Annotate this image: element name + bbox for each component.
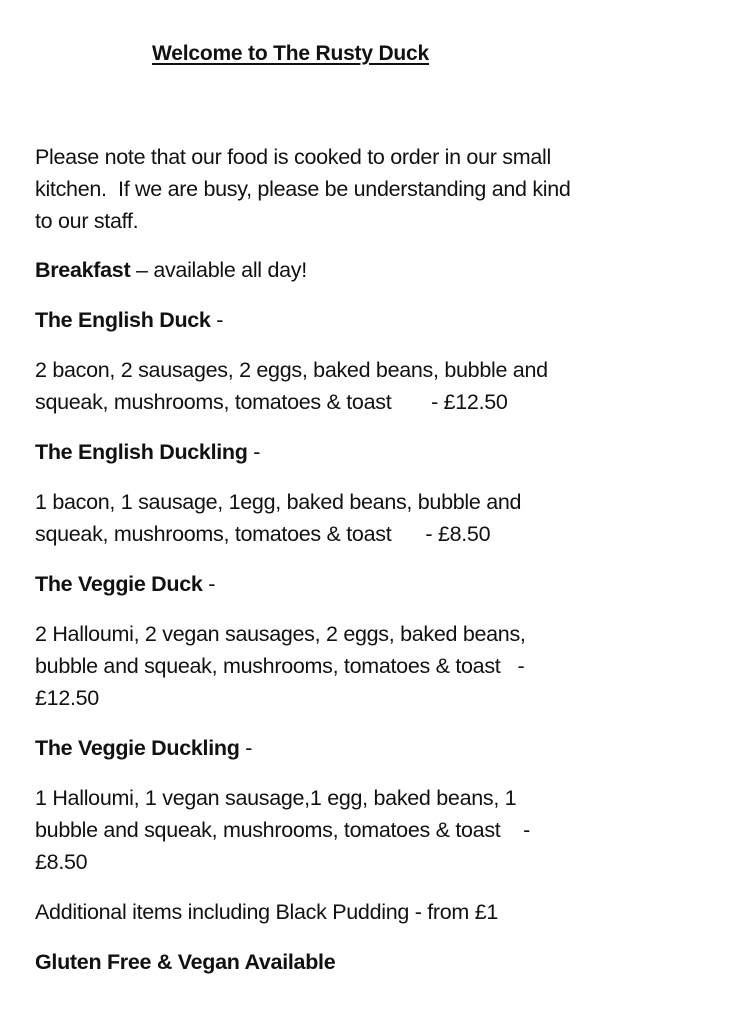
intro-note xyxy=(35,141,725,237)
description-line: 1 Halloumi, 1 vegan sausage,1 egg, baked beans, 1 xyxy=(35,786,517,810)
menu-item-name xyxy=(35,732,725,764)
item-name: The Veggie Duck xyxy=(35,572,203,596)
item-name: The Veggie Duckling xyxy=(35,736,240,760)
section-label: Breakfast xyxy=(35,258,131,282)
description-line: bubble and squeak, mushrooms, tomatoes & toast - xyxy=(35,654,525,678)
dietary-note: Gluten Free & Vegan Available xyxy=(35,950,336,974)
menu-item-name xyxy=(35,304,725,336)
menu-content xyxy=(35,141,725,996)
description-line: squeak, mushrooms, tomatoes & toast - £12.50 xyxy=(35,390,508,414)
menu-item-description xyxy=(35,618,725,714)
menu-item-name xyxy=(35,436,725,468)
description-line: 1 bacon, 1 sausage, 1egg, baked beans, bubble and xyxy=(35,490,522,514)
menu-item-description xyxy=(35,486,725,550)
item-dash: - xyxy=(210,308,224,332)
menu-item-description xyxy=(35,354,725,418)
description-line: squeak, mushrooms, tomatoes & toast - £8.50 xyxy=(35,522,491,546)
item-dash: - xyxy=(239,736,253,760)
section-heading-breakfast xyxy=(35,254,725,286)
section-suffix: – available all day! xyxy=(130,258,307,282)
menu-item-name xyxy=(35,568,725,600)
menu-item-description xyxy=(35,782,725,878)
item-name: The English Duckling xyxy=(35,440,248,464)
description-line: 2 Halloumi, 2 vegan sausages, 2 eggs, baked beans, xyxy=(35,622,526,646)
additional-items-note: Additional items including Black Pudding - from £1 xyxy=(35,900,499,924)
description-line: £8.50 xyxy=(35,850,88,874)
page-title: Welcome to The Rusty Duck xyxy=(152,42,430,65)
intro-line: kitchen. If we are busy, please be understanding and kind xyxy=(35,177,571,201)
item-dash: - xyxy=(202,572,216,596)
description-line: £12.50 xyxy=(35,686,99,710)
description-line: 2 bacon, 2 sausages, 2 eggs, baked beans, bubble and xyxy=(35,358,548,382)
item-dash: - xyxy=(247,440,261,464)
item-name: The English Duck xyxy=(35,308,211,332)
description-line: bubble and squeak, mushrooms, tomatoes & toast - xyxy=(35,818,531,842)
intro-line: Please note that our food is cooked to order in our small xyxy=(35,145,551,169)
intro-line: to our staff. xyxy=(35,209,139,233)
